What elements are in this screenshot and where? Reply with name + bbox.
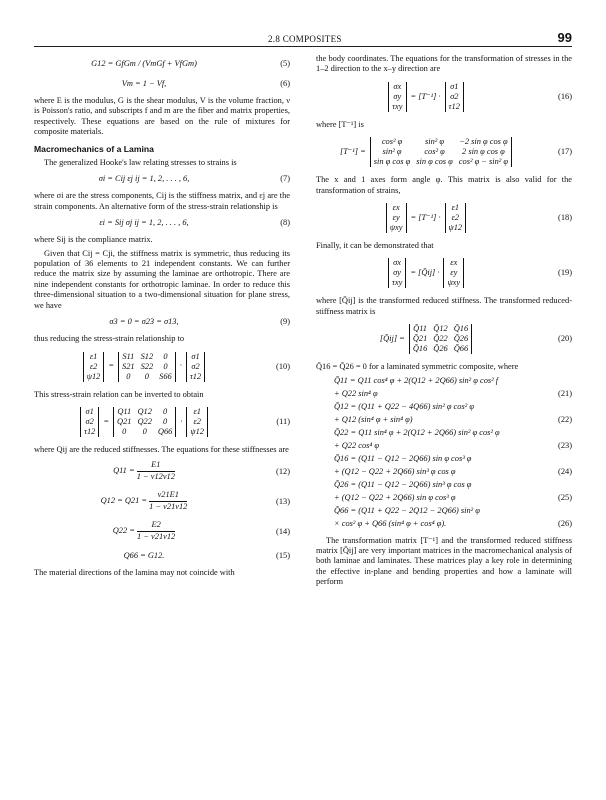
equation-line: + (Q12 − Q22 + 2Q66) sin³ φ cos φ (24) <box>334 466 572 476</box>
equation-15: Q66 = G12. (15) <box>123 551 290 561</box>
paragraph: where σi are the stress components, Cij is the stiffness matrix, and εj are the strain components. An alternative form of the stress-strain relationship is <box>34 191 290 211</box>
equation-line: + Q12 (sin⁴ φ + sin⁴ φ) (22) <box>334 414 572 424</box>
equation-line: Q̄26 = (Q11 − Q12 − 2Q66) sin³ φ cos φ <box>334 479 472 489</box>
stiffness-matrix: Q11 Q12 0 Q21 Q22 0 0 0 Q66 <box>113 407 176 437</box>
paragraph: where [T⁻¹] is <box>316 119 364 129</box>
transformed-stiffness-matrix: Q̄11 Q̄12 Q̄16 Q̄21 Q̄22 Q̄26 Q̄16 Q̄26 Q̄66 <box>409 324 472 354</box>
equation-line: Q̄16 = (Q11 − Q12 − 2Q66) sin φ cos³ φ <box>334 453 472 463</box>
equation-14: Q22 = $\frac{E2}{1 - \nu 21\nu 12}$ (14) <box>112 520 290 541</box>
equation-19: σx σy τxy = [Q̄ij] · εx εy ψxy (19) <box>316 254 572 294</box>
paragraph: the body coordinates. The equations for the transformation of stresses in the 1–2 direction to the x–y direction are <box>316 54 572 74</box>
equation-line: Q̄12 = (Q11 + Q22 − 4Q66) sin² φ cos² φ <box>334 401 474 411</box>
section-heading: Macromechanics of a Lamina <box>34 143 154 154</box>
equation-18: εx εy ψxy = [T⁻¹] · ε1 ε2 ψ12 (18) <box>316 199 572 239</box>
equation-line: × cos² φ + Q66 (sin⁴ φ + cos⁴ φ). (26) <box>334 518 572 528</box>
equation-line: Q̄66 = (Q11 + Q22 − 2Q12 − 2Q66) sin² φ <box>334 505 480 515</box>
equation-10: ε1 ε2 ψ12 = S11 S12 0 S21 S22 0 0 0 S66 · σ1 σ2 τ12 (10) <box>34 348 290 388</box>
equation-line: Q̄11 = Q11 cos⁴ φ + 2(Q12 + 2Q66) sin² φ cos² f <box>334 375 499 385</box>
equation-9: σ3 = 0 = σ23 = σ13, (9) <box>109 317 290 327</box>
running-header <box>34 30 572 47</box>
right-column <box>316 54 572 591</box>
equation-line: + Q22 sin⁴ φ (21) <box>334 388 572 398</box>
equation-17: [T⁻¹] = cos² φ sin² φ −2 sin φ cos φ sin² φ cos² φ 2 sin φ cos φ sin φ cos φ sin φ cos φ cos² φ − sin² φ (17) <box>339 137 572 167</box>
equation-line: + (Q12 − Q22 + 2Q66) sin φ cos³ φ (25) <box>334 492 572 502</box>
paragraph: The transformation matrix [T⁻¹] and the transformed reduced stiffness matrix [Q̄ij] are very important matrices in the macromechanical analysis of both laminae and laminates. These matrices play a key role in determining the effective in-plane and bending properties and how a laminate will perform <box>316 535 572 587</box>
equation-12: Q11 = $\frac{E1}{1 - \nu 12\nu 12}$ (12) <box>113 460 290 481</box>
equation-8: εi = Sij σj ij = 1, 2, . . . , 6, (8) <box>99 218 290 228</box>
equation-line: Q̄22 = Q11 sin⁴ φ + 2(Q12 + 2Q66) sin² φ cos² φ <box>334 427 500 437</box>
paragraph: Given that Cij = Cji, the stiffness matrix is symmetric, thus reducing its population of 36 elements to 21 independent constants. We can further reduce the matrix size by assuming the laminae are orthotropic. There are nine independent constants for orthotropic laminae. In order to reduce this three-dimensional situation to a two-dimensional situation for plane stress, we have <box>34 248 290 310</box>
equation-6: Vm = 1 − Vf, (6) <box>121 79 290 88</box>
paragraph: thus reducing the stress-strain relationship to <box>34 334 185 344</box>
stress-vector: σ1 σ2 τ12 <box>80 407 99 437</box>
equation-11: σ1 σ2 τ12 = Q11 Q12 0 Q21 Q22 0 0 0 Q66 · ε1 ε2 ψ12 (11) <box>34 403 290 443</box>
equation-16: σx σy τxy = [T⁻¹] · σ1 σ2 τ12 (16) <box>316 78 572 118</box>
paragraph: where Qij are the reduced stiffnesses. The equations for these stiffnesses are <box>34 444 289 454</box>
page <box>34 30 572 775</box>
transformation-matrix: cos² φ sin² φ −2 sin φ cos φ sin² φ cos² φ 2 sin φ cos φ sin φ cos φ sin φ cos φ cos² φ − sin² φ <box>370 137 512 167</box>
compliance-matrix: S11 S12 0 S21 S22 0 0 0 S66 <box>118 352 176 382</box>
transformed-stiffness-equations <box>316 376 572 532</box>
paragraph: This stress-strain relation can be inverted to obtain <box>34 389 204 399</box>
paragraph: The generalized Hooke's law relating stresses to strains is <box>44 158 237 168</box>
paragraph: where E is the modulus, G is the shear modulus, V is the volume fraction, ν is Poisson's ratio, and subscripts f and m are the fiber and matrix properties, respectively. These equations are based on the rule of mixtures for composite materials. <box>34 96 290 137</box>
equation-20: [Q̄ij] = Q̄11 Q̄12 Q̄16 Q̄21 Q̄22 Q̄26 Q̄16 Q̄26 Q̄66 (20) <box>379 324 572 354</box>
paragraph: Finally, it can be demonstrated that <box>316 241 434 251</box>
page-number: 99 <box>557 30 572 45</box>
equation-line: + Q22 cos⁴ φ (23) <box>334 440 572 450</box>
section-title: 2.8 COMPOSITES <box>268 34 342 44</box>
equation-5: G12 = GfGm / (VmGf + VfGm) (5) <box>91 59 290 68</box>
paragraph: Q̄16 = Q̄26 = 0 for a laminated symmetric composite, where <box>316 362 519 372</box>
paragraph: The x and 1 axes form angle φ. This matrix is also valid for the transformation of strains, <box>316 175 572 195</box>
paragraph: The material directions of the lamina may not coincide with <box>34 568 235 578</box>
left-column <box>34 54 290 582</box>
equation-13: Q12 = Q21 = $\frac{\nu 21E1}{1 - \nu 21\nu 12}$ (13) <box>100 490 290 511</box>
strain-vector: ε1 ε2 ψ12 <box>186 407 208 437</box>
paragraph: where Sij is the compliance matrix. <box>34 235 153 245</box>
stress-vector: σ1 σ2 τ12 <box>186 352 205 382</box>
strain-vector: ε1 ε2 ψ12 <box>83 352 105 382</box>
paragraph: where [Q̄ij] is the transformed reduced stiffness. The transformed reduced-stiffness matrix is <box>316 296 572 316</box>
equation-7: σi = Cij εj ij = 1, 2, . . . , 6, (7) <box>98 174 290 184</box>
